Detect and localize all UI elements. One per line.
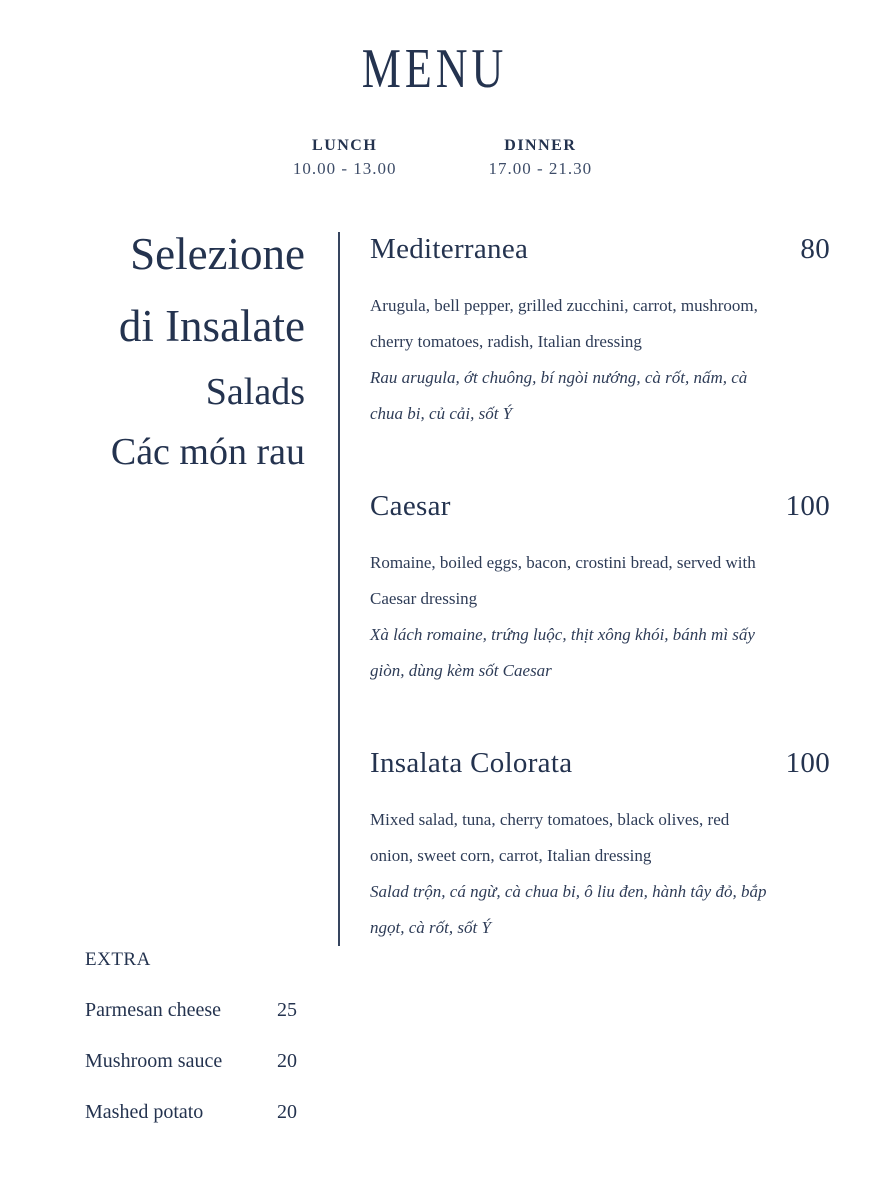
item-desc-vi: Xà lách romaine, trứng luộc, thịt xông khói, bánh mì sấy [370,625,755,644]
menu-item [370,746,830,946]
section-title-line-2: di Insalate [118,301,305,351]
item-description [370,545,830,689]
extras-title: EXTRA [85,949,151,970]
dinner-hours [489,137,593,179]
extra-name: Parmesan cheese [85,999,222,1021]
extra-price: 20 [277,1101,297,1123]
vertical-divider [338,232,340,946]
dinner-label: DINNER [504,137,577,154]
menu-items [370,232,830,946]
item-desc-en: Romaine, boiled eggs, bacon, crostini bread, served with [370,553,756,572]
section-heading [0,218,305,946]
item-head [370,232,830,267]
menu-item [370,489,830,689]
item-price: 100 [785,490,830,522]
extra-price: 25 [277,999,297,1021]
item-name: Caesar [370,490,451,522]
extra-row [85,1100,297,1125]
section-subtitle-vi: Các món rau [110,431,305,473]
menu-body [0,229,830,946]
item-price: 80 [800,233,830,265]
item-desc-vi: chua bi, củ cải, sốt Ý [370,404,513,423]
lunch-time: 10.00 - 13.00 [292,159,397,178]
item-desc-vi: Rau arugula, ớt chuông, bí ngòi nướng, cà rốt, nấm, cà [370,368,748,387]
extra-price: 20 [277,1050,297,1072]
item-desc-en: cherry tomatoes, radish, Italian dressing [370,332,642,351]
menu-item [370,232,830,432]
item-head [370,489,830,524]
item-desc-en: Arugula, bell pepper, grilled zucchini, carrot, mushroom, [370,296,758,315]
lunch-hours [293,137,397,179]
item-desc-vi: ngọt, cà rốt, sốt Ý [370,918,491,937]
item-desc-en: Mixed salad, tuna, cherry tomatoes, black olives, red [370,810,730,829]
item-desc-en: onion, sweet corn, carrot, Italian dressing [370,846,652,865]
item-desc-en: Caesar dressing [370,589,478,608]
item-desc-vi: giòn, dùng kèm sốt Caesar [370,661,552,680]
extras-section [85,948,297,1125]
page-title: MENU [361,37,508,100]
item-price: 100 [785,747,830,779]
item-desc-vi: Salad trộn, cá ngừ, cà chua bi, ô liu đen, hành tây đỏ, bắp [370,882,767,901]
extra-row [85,998,297,1023]
extra-name: Mushroom sauce [85,1050,223,1072]
item-name: Mediterranea [370,233,529,265]
dinner-time: 17.00 - 21.30 [488,159,593,178]
item-head [370,746,830,781]
extra-name: Mashed potato [85,1101,204,1123]
lunch-label: LUNCH [312,137,378,154]
item-description [370,802,830,946]
extra-row [85,1049,297,1074]
item-description [370,288,830,432]
section-title-line-1: Selezione [130,229,305,279]
service-hours [293,137,592,179]
item-name: Insalata Colorata [370,747,573,779]
section-subtitle-en: Salads [205,371,305,413]
